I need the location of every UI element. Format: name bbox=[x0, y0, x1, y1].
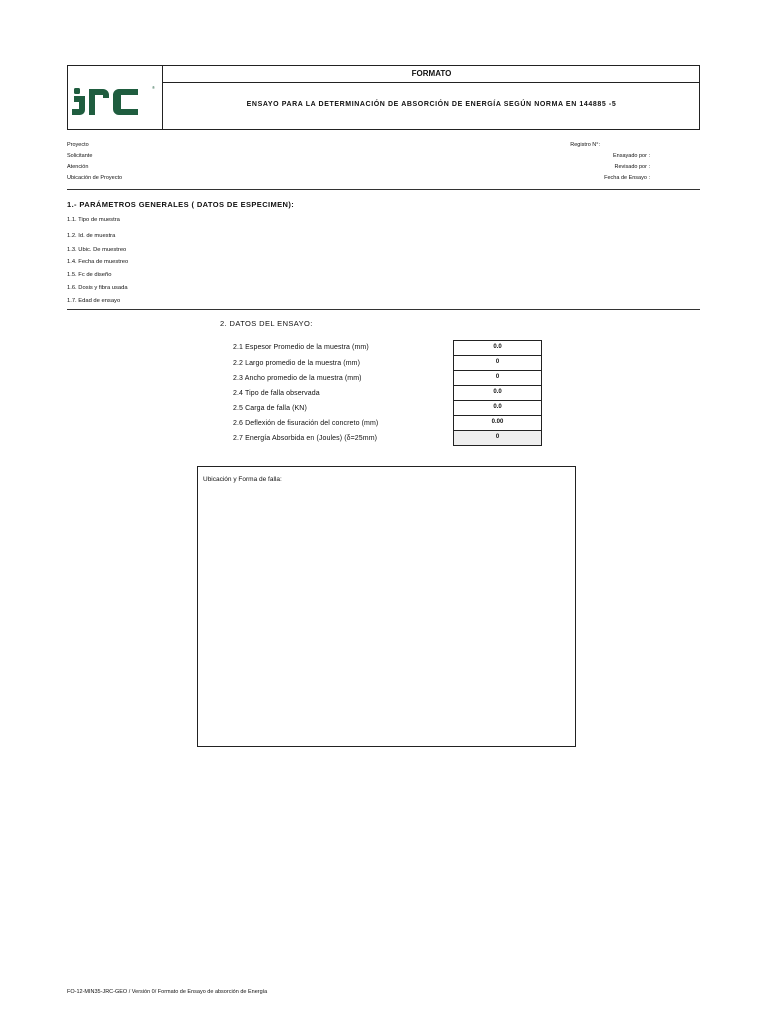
failure-location-box[interactable] bbox=[197, 466, 576, 747]
test-row-label: 2.3 Ancho promedio de la muestra (mm) bbox=[233, 375, 362, 382]
section2-title: 2. DATOS DEL ENSAYO: bbox=[220, 319, 313, 328]
test-row-label: 2.2 Largo promedio de la muestra (mm) bbox=[233, 360, 361, 367]
document-title: ENSAYO PARA LA DETERMINACIÓN DE ABSORCIÓN DE ENERGÍA SEGÚN NORMA EN 144885 -5 bbox=[246, 101, 617, 108]
test-row-label: 2.7 Energía Absorbida en (Joules) (δ=25mm) bbox=[233, 435, 378, 442]
divider-top bbox=[67, 189, 700, 190]
test-value-cell[interactable]: 0.0 bbox=[453, 385, 542, 401]
info-solicitante: Solicitante bbox=[67, 153, 93, 159]
section1-title: 1.- PARÁMETROS GENERALES ( DATOS DE ESPECIMEN): bbox=[67, 200, 295, 209]
jrc-logo bbox=[67, 65, 163, 130]
test-value-cell[interactable]: 0.0 bbox=[453, 340, 542, 356]
param-dosis-fibra: 1.6. Dosis y fibra usada bbox=[67, 285, 128, 291]
divider-middle bbox=[67, 309, 700, 310]
logo-cell bbox=[67, 65, 163, 130]
info-registro: Registro N°: bbox=[570, 142, 600, 148]
param-fecha-muestreo: 1.4. Fecha de muestreo bbox=[67, 259, 129, 265]
info-ensayado: Ensayado por : bbox=[613, 153, 650, 159]
test-value-cell[interactable]: 0.00 bbox=[453, 415, 542, 431]
failure-box-label: Ubicación y Forma de falla: bbox=[203, 476, 282, 483]
test-value-cell[interactable]: 0 bbox=[453, 370, 542, 386]
svg-text:®: ® bbox=[152, 85, 155, 90]
footer-reference: FO-12-MIN35-JRC-GEO / Versión 0/ Formato de Ensayo de absorción de Energía bbox=[67, 989, 268, 995]
test-row-label: 2.4 Tipo de falla observada bbox=[233, 390, 320, 397]
info-ubicacion: Ubicación de Proyecto bbox=[67, 175, 123, 181]
test-row-label: 2.6 Deflexión de fisuración del concreto (mm) bbox=[233, 420, 379, 427]
param-ubic-muestreo: 1.3. Ubic. De muestreo bbox=[67, 247, 127, 253]
test-row-label: 2.5 Carga de falla (KN) bbox=[233, 405, 307, 412]
format-label: FORMATO bbox=[411, 69, 452, 78]
test-value-cell-energy[interactable]: 0 bbox=[453, 430, 542, 446]
param-edad-ensayo: 1.7. Edad de ensayo bbox=[67, 298, 121, 304]
info-proyecto: Proyecto bbox=[67, 142, 89, 148]
info-revisado: Revisado por : bbox=[614, 164, 650, 170]
info-atencion: Atención bbox=[67, 164, 89, 170]
param-fc-diseno: 1.5. Fc de diseño bbox=[67, 272, 112, 278]
test-value-cell[interactable]: 0 bbox=[453, 355, 542, 371]
test-row-label: 2.1 Espesor Promedio de la muestra (mm) bbox=[233, 344, 369, 351]
header-row-divider bbox=[163, 82, 700, 83]
info-fecha: Fecha de Ensayo : bbox=[604, 175, 650, 181]
param-id-muestra: 1.2. Id. de muestra bbox=[67, 233, 116, 239]
test-value-cell[interactable]: 0.0 bbox=[453, 400, 542, 416]
param-tipo-muestra: 1.1. Tipo de muestra bbox=[67, 217, 120, 223]
